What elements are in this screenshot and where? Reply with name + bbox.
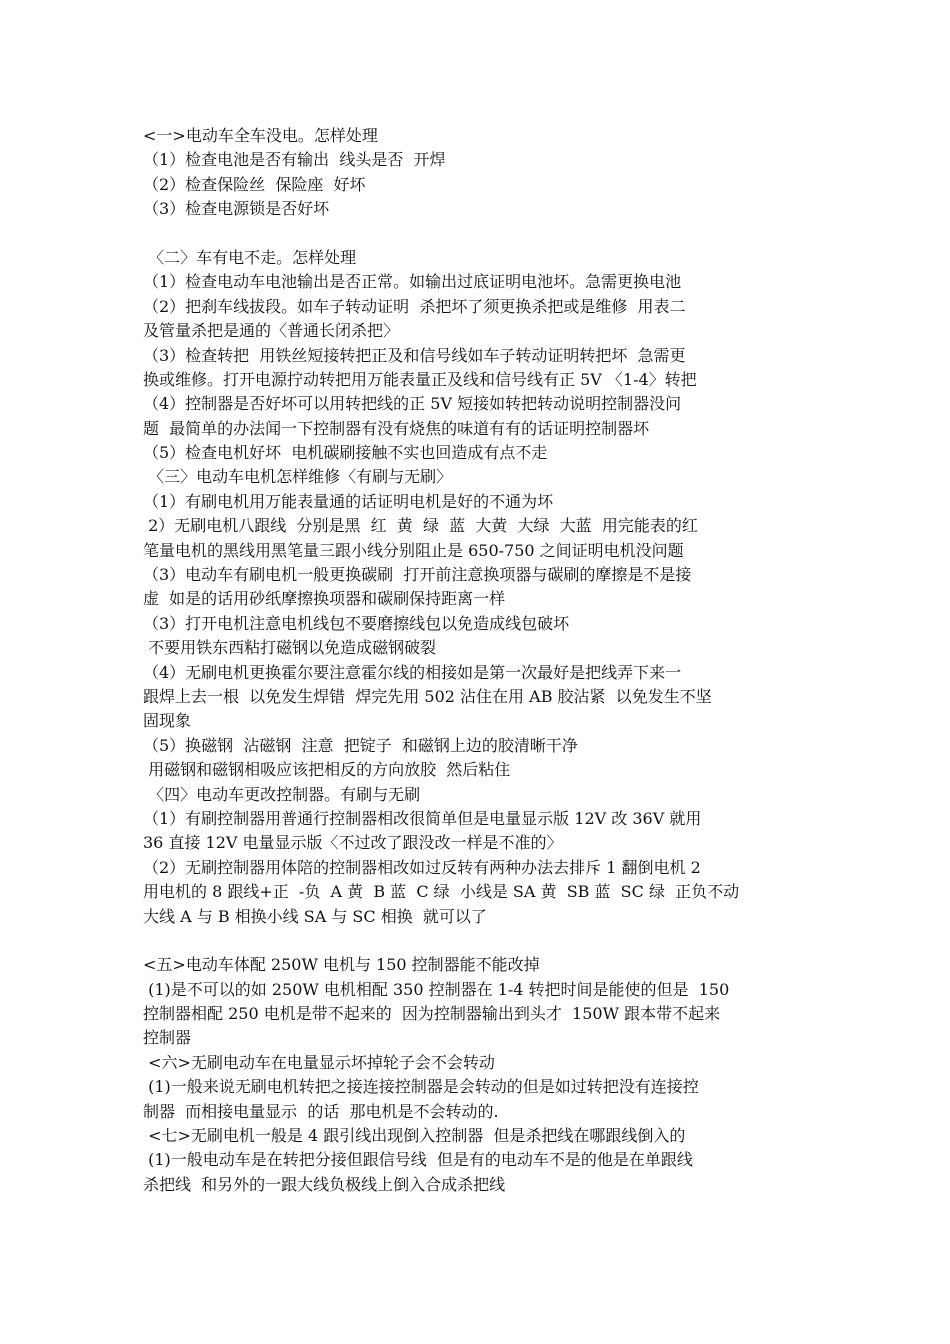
paragraph-line: 固现象 <box>143 711 192 731</box>
paragraph-line: 控制器 <box>143 1028 192 1048</box>
paragraph-line: (1)一般电动车是在转把分接但跟信号线 但是有的电动车不是的他是在单跟线 <box>143 1150 693 1170</box>
paragraph-line: 杀把线 和另外的一跟大线负极线上倒入合成杀把线 <box>143 1174 506 1194</box>
section-heading: <七>无刷电机一般是 4 跟引线出现倒入控制器 但是杀把线在哪跟线倒入的 <box>143 1126 686 1146</box>
paragraph-line: 2）无刷电机八跟线 分别是黑 红 黄 绿 蓝 大黄 大绿 大蓝 用完能表的红 <box>143 516 698 536</box>
paragraph-line: （1）有刷控制器用普通行控制器相改很简单但是电量显示版 12V 改 36V 就用 <box>143 808 702 828</box>
section-heading: 〈三〉电动车电机怎样维修〈有刷与无刷〉 <box>143 467 453 487</box>
section-heading: 〈四〉电动车更改控制器。有刷与无刷 <box>143 784 421 804</box>
paragraph-line: （5）检查电机好坏 电机碳刷接触不实也回造成有点不走 <box>143 443 548 463</box>
paragraph-line: （1）检查电动车电池输出是否正常。如输出过底证明电池坏。急需更换电池 <box>143 272 682 292</box>
paragraph-line: 大线 A 与 B 相换小线 SA 与 SC 相换 就可以了 <box>143 906 487 926</box>
blank-line <box>143 929 809 953</box>
paragraph-line: （3）检查转把 用铁丝短接转把正及和信号线如车子转动证明转把坏 急需更 <box>143 345 686 365</box>
paragraph-line: (1)一般来说无刷电机转把之接连接控制器是会转动的但是如过转把没有连接控 <box>143 1077 699 1097</box>
section-heading: <一>电动车全车没电。怎样处理 <box>143 126 378 145</box>
paragraph-line: 题 最简单的办法闻一下控制器有没有烧焦的味道有有的话证明控制器坏 <box>143 418 650 438</box>
paragraph-line: （4）无刷电机更换霍尔要注意霍尔线的相接如是第一次最好是把线弄下来一 <box>143 662 682 682</box>
section-heading: 〈二〉车有电不走。怎样处理 <box>143 247 357 267</box>
paragraph-line: （3）打开电机注意电机线包不要磨擦线包以免造成线包破坏 <box>143 613 570 633</box>
paragraph-line: （5）换磁钢 沾磁钢 注意 把锭子 和磁钢上边的胶清晰干净 <box>143 735 578 755</box>
section-heading: <六>无刷电动车在电量显示坏掉轮子会不会转动 <box>143 1052 495 1072</box>
paragraph-line: 36 直接 12V 电量显示版〈不过改了跟没改一样是不准的〉 <box>143 833 563 853</box>
paragraph-line: 用电机的 8 跟线+正 -负 A 黄 B 蓝 C 绿 小线是 SA 黄 SB 蓝 SC 绿 正负不动 <box>143 882 740 902</box>
paragraph-line: （1）有刷电机用万能表量通的话证明电机是好的不通为坏 <box>143 491 554 511</box>
paragraph-line: 不要用铁东西粘打磁钢以免造成磁钢破裂 <box>143 638 437 658</box>
paragraph-line: (1)是不可以的如 250W 电机相配 350 控制器在 1-4 转把时间是能使的但是 150 <box>143 979 730 999</box>
paragraph-line: （3）检查电源锁是否好坏 <box>143 199 330 219</box>
blank-line <box>143 222 809 246</box>
paragraph-line: 控制器相配 250 电机是带不起来的 因为控制器输出到头才 150W 跟本带不起来 <box>143 1004 721 1024</box>
paragraph-line: 及管量杀把是通的〈普通长闭杀把〉 <box>143 321 400 341</box>
paragraph-line: （2）把刹车线拔段。如车子转动证明 杀把坏了须更换杀把或是维修 用表二 <box>143 296 686 316</box>
paragraph-line: （2）检查保险丝 保险座 好坏 <box>143 174 366 194</box>
paragraph-line: （1）检查电池是否有输出 线头是否 开焊 <box>143 150 446 170</box>
paragraph-line: 虚 如是的话用砂纸摩擦换项器和碳刷保持距离一样 <box>143 589 506 609</box>
document-body <box>143 124 809 1197</box>
paragraph-line: （2）无刷控制器用体陪的控制器相改如过反转有两种办法去排斥 1 翻倒电机 2 <box>143 857 701 877</box>
paragraph-line: 用磁钢和磁钢相吸应该把相反的方向放胶 然后粘住 <box>143 760 511 780</box>
paragraph-line: 跟焊上去一根 以免发生焊错 焊完先用 502 沾住在用 AB 胶沾紧 以免发生不坚 <box>143 686 712 706</box>
paragraph-line: 换或维修。打开电源拧动转把用万能表量正及线和信号线有正 5V 〈1-4〉转把 <box>143 369 697 389</box>
section-heading: <五>电动车体配 250W 电机与 150 控制器能不能改掉 <box>143 955 540 975</box>
paragraph-line: （4）控制器是否好坏可以用转把线的正 5V 短接如转把转动说明控制器没问 <box>143 394 682 414</box>
paragraph-line: 制器 而相接电量显示 的话 那电机是不会转动的. <box>143 1101 499 1121</box>
paragraph-line: （3）电动车有刷电机一般更换碳刷 打开前注意换项器与碳刷的摩擦是不是接 <box>143 565 692 585</box>
paragraph-line: 笔量电机的黑线用黑笔量三跟小线分别阻止是 650-750 之间证明电机没问题 <box>143 540 684 560</box>
